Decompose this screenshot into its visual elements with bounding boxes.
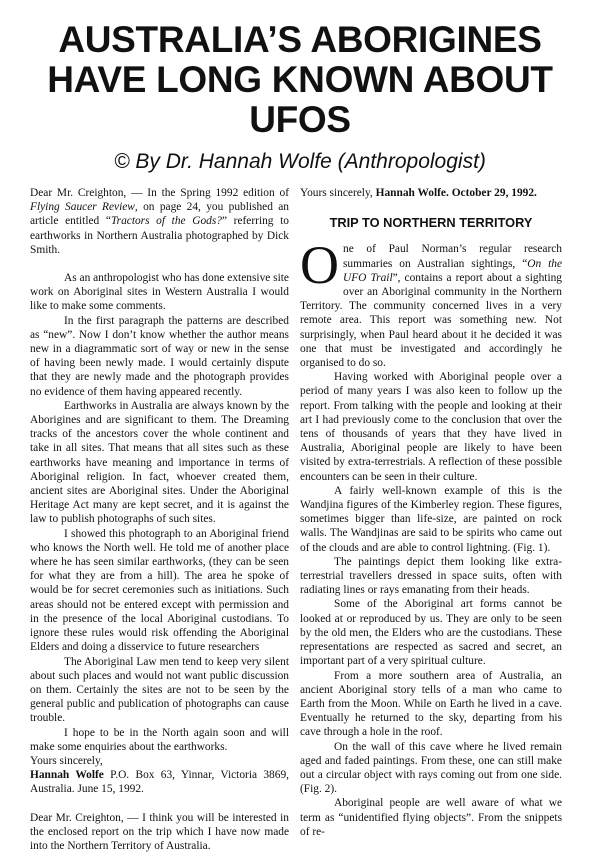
text-run: ”, contains a report about a sighting over an Aboriginal community in the Northern Territory. The community concerned lives in a very remote area. This report was something new. Not surprisingly, when Paul heard about it he decided it was one that must be investigated and accordingly he organised to do so.	[300, 271, 562, 370]
drop-cap: O	[300, 235, 339, 296]
letter1-paragraph: In the first paragraph the patterns are described as “new”. Now I don’t know whether the author means new in a diagrammatic sort of way or new in the sense of having been newly made. I would certainly dispute that they are newly made and the photograph provides no evidence of them having appeared recently.	[30, 314, 289, 398]
report-paragraph: Aboriginal people are well aware of what we term as “unidentified flying objects”. From the snippets of re-	[300, 797, 562, 838]
report-paragraph: On the wall of this cave where he lived remain aged and faded paintings. From these, one can still make out a circular object with rays coming out from one side. (Fig. 2).	[300, 740, 562, 796]
letter1-paragraph: I showed this photograph to an Aboriginal friend who knows the North well. He told me of another place where he has seen similar earthworks, (they can be seen for what they are from a hill). The area he spoke of would be for secret ceremonies such as initiations. Such areas should not be entered except with permission and in the presence of the local Aboriginal custodians. To ignore these rules would risk offending the Aboriginal Elders and doing a disservice to future researchers	[30, 527, 289, 654]
letter1-paragraph: As an anthropologist who has done extensive site work on Aboriginal sites in Western Australia I would like to make some comments.	[30, 272, 289, 313]
title-line: UFOS	[249, 99, 351, 140]
text-run: ne of Paul Norman’s regular research summaries on Australian sightings, “	[343, 243, 562, 270]
publication-title: Flying Saucer Review	[30, 201, 135, 214]
report-paragraph: The paintings depict them looking like extra-terrestrial travellers dressed in space suits, often with radiating lines or rays emanating from their heads.	[300, 555, 562, 597]
title-line: HAVE LONG KNOWN ABOUT	[47, 59, 553, 100]
letter2-paragraph: Dear Mr. Creighton, — I think you will be interested in the enclosed report on the trip which I have now made into the Northern Territory of Australia.	[30, 811, 289, 852]
left-column	[30, 186, 289, 853]
letter1-closing: Yours sincerely,	[30, 754, 103, 767]
text-run: Dear Mr. Creighton, — In the Spring 1992 edition of	[30, 187, 289, 199]
title-line: AUSTRALIA’S ABORIGINES	[58, 19, 542, 60]
letter2-closing: Yours sincerely,	[300, 187, 376, 199]
author-byline: © By Dr. Hannah Wolfe (Anthropologist)	[114, 150, 486, 173]
cited-publication-title: On the UFO Trail	[343, 257, 562, 284]
letter1-signature-block	[30, 768, 289, 796]
report-paragraph: Having worked with Aboriginal people over a period of many years I was also keen to follow up the report. From talking with the people and looking at their art I had previously come to the conclusion that over the tens of thousands of years that they have lived in Australia, Aboriginal people are likely to have been visited by extra-terrestrials. A reflection of these possible encounters can be seen in their culture.	[300, 371, 562, 483]
letter1-paragraph: I hope to be in the North again soon and will make some enquiries about the earthworks.	[30, 726, 289, 753]
cited-article-title: Tractors of the Gods?	[110, 215, 222, 228]
section-heading: TRIP TO NORTHERN TERRITORY	[329, 215, 533, 231]
letter1-salutation-paragraph	[30, 186, 289, 257]
report-paragraph: Some of the Aboriginal art forms cannot be looked at or reproduced by us. They are only to be seen by the old men, the Elders who are the custodians. These representations are respected as sacred and secret, an important part of a very spiritual culture.	[300, 598, 562, 668]
letter1-paragraph: The Aboriginal Law men tend to keep very silent about such places and would not want public discussion on them. Certainly the sites are not to be seen by the general public and publication of photographs can cause trouble.	[30, 655, 289, 725]
report-paragraph: A fairly well-known example of this is the Wandjina figures of the Kimberley region. These figures, sometimes bigger than life-size, are painted on rock walls. The Wandjinas are said to be spirits who came out of the clouds and are able to control lightning. (Fig. 1).	[300, 484, 562, 554]
right-column	[300, 186, 562, 839]
report-paragraph	[300, 235, 562, 370]
letter1-paragraph: Earthworks in Australia are always known by the Aborigines and are significant to them. The Dreaming tracks of the ancestors cover the whole continent and take in all sites. That means that all sites such as these earthworks have meaning and importance in terms of Aboriginal religion. In fact, whoever created them, ancient sites are Aboriginal sites. Under the Aboriginal Heritage Act many are kept secret, and it is against the law to publish photographs of such sites.	[30, 399, 289, 526]
signature-address: P.O. Box 63, Yinnar, Victoria 3869, Australia. June 15, 1992.	[30, 769, 289, 796]
signature-name: Hannah Wolfe	[30, 769, 104, 782]
report-paragraph: From a more southern area of Australia, an ancient Aboriginal story tells of a man who came to Earth from the Moon. While on Earth he lived in a cave. Eventually he returned to the sky, departing from his cave through a hole in the roof.	[300, 669, 562, 739]
letter2-signature: Hannah Wolfe. October 29, 1992.	[375, 187, 537, 199]
text-run: ” referring to earthworks in Northern Australia photographed by Dick Smith.	[30, 215, 289, 256]
letter2-signoff	[300, 186, 562, 200]
text-run: , on page 24, you published an article entitled “	[30, 201, 290, 228]
article-title	[20, 20, 580, 140]
